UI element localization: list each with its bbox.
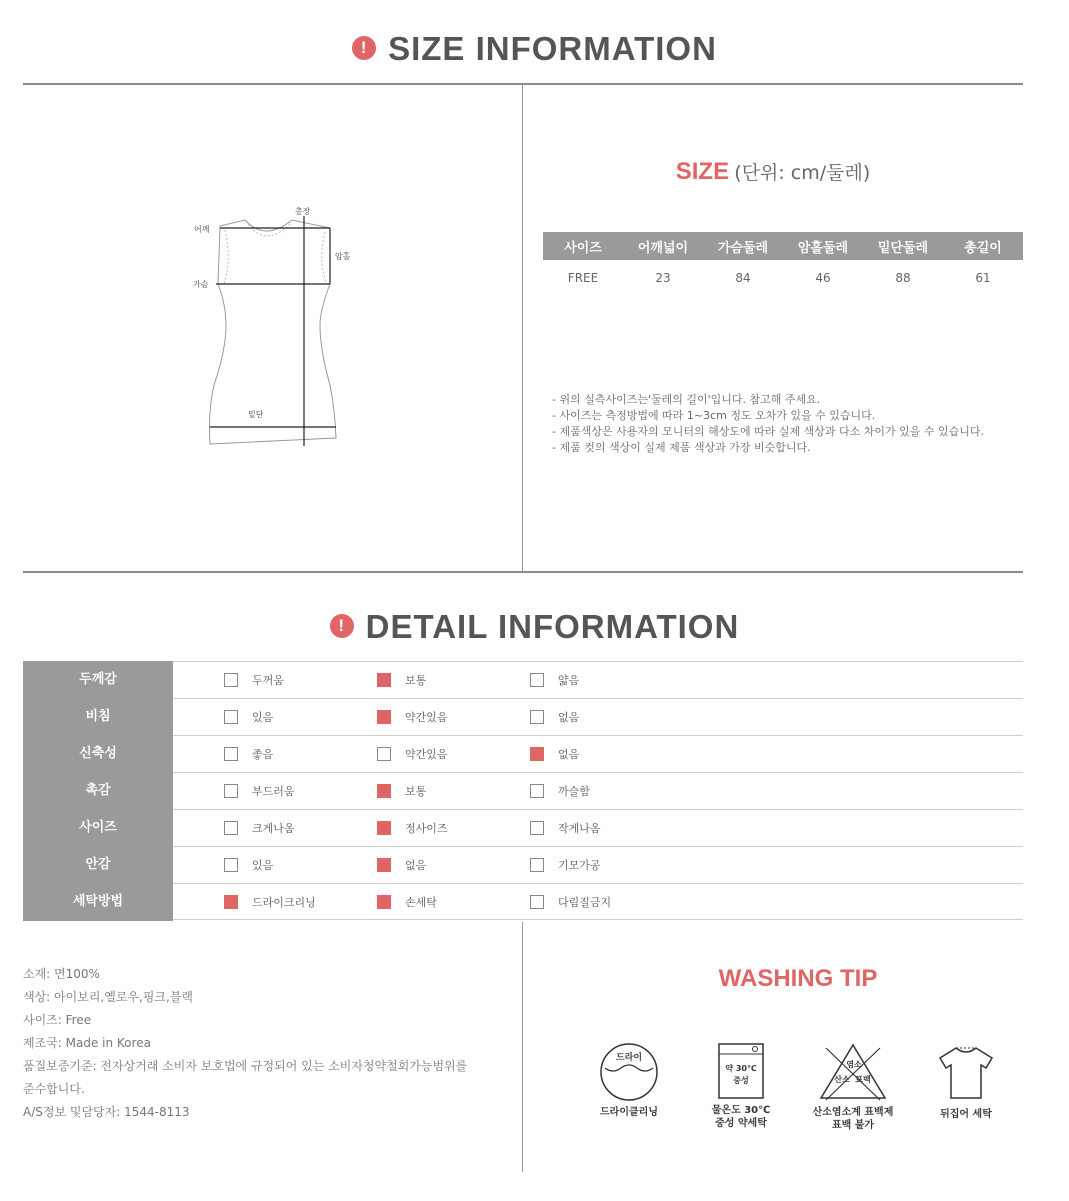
note-item: - 사이즈는 측정방법에 따라 1~3cm 정도 오차가 있을 수 있습니다. [552,409,876,422]
checkbox [224,858,238,872]
detail-row-label: 세탁방법 [23,883,173,921]
detail-option-label: 다림질금지 [558,896,612,909]
detail-option [224,895,316,911]
checked-checkbox [377,858,391,872]
no-bleach-icon [818,1042,888,1102]
wash-30 [691,1042,791,1130]
checkbox [530,821,544,835]
vertical-divider [522,922,523,1172]
detail-option-label: 없음 [558,748,580,761]
detail-option [224,821,295,837]
size-header-cell: 가슴둘레 [703,232,783,260]
size-cell: 84 [735,271,751,285]
wash-temp-text: 약 30℃ [725,1064,757,1073]
checkbox [224,784,238,798]
alert-icon: ! [352,36,376,60]
checked-checkbox [377,821,391,835]
detail-row [23,809,1023,846]
checked-checkbox [377,784,391,798]
detail-option-label: 부드러움 [252,785,295,798]
detail-option-label: 까슬함 [558,785,590,798]
detail-option [530,784,590,800]
garment-diagram [180,200,360,460]
detail-option-label: 보통 [405,785,427,798]
no-bleach-text-chlorine: 염소 [846,1060,862,1069]
detail-option [224,710,273,726]
note-item: - 제품 컷의 색상이 실제 제품 색상과 가장 비슷합니다. [552,441,811,454]
detail-option-label: 두꺼움 [252,674,284,687]
detail-row [23,846,1023,883]
table-row [543,260,1023,296]
wash-caption: 드라이클리닝 [600,1107,658,1118]
wash-dry-clean [579,1042,679,1119]
detail-option [224,673,284,689]
detail-table [23,661,1023,920]
info-line: 사이즈: Free [23,1013,92,1027]
note-item: - 위의 실측사이즈는'둘레의 길이'입니다. 참고해 주세요. [552,393,821,406]
wash-caption: 뒤집어 세탁 [940,1109,992,1120]
size-section-title [0,30,1069,68]
size-heading-big: SIZE [675,158,730,185]
detail-row-label: 촉감 [23,772,173,810]
size-header-cell: 밑단둘레 [863,232,943,260]
detail-option [224,858,273,874]
label-hem: 밑단 [248,410,264,419]
detail-row [23,735,1023,772]
size-cell: FREE [567,271,599,285]
detail-option [377,710,448,726]
detail-option [530,710,579,726]
detail-row [23,772,1023,809]
no-bleach-text-bleach: 표백 [855,1075,871,1084]
detail-option-label: 드라이크리닝 [252,896,316,909]
info-line: 제조국: Made in Korea [23,1036,151,1050]
checked-checkbox [377,895,391,909]
checked-checkbox [224,895,238,909]
detail-title-text: DETAIL INFORMATION [365,608,740,645]
info-line: 준수합니다. [23,1082,85,1096]
washing-title: WASHING TIP [718,965,878,992]
checked-checkbox [530,747,544,761]
detail-option-label: 약간있음 [405,711,448,724]
detail-option [530,747,579,763]
detail-option [377,784,426,800]
detail-option [530,858,601,874]
size-cell: 23 [655,271,671,285]
dry-clean-symbol-text: 드라이 [615,1053,643,1063]
note-item: - 제품색상은 사용자의 모니터의 해상도에 따라 실제 색상과 다소 차이가 있을 수 있습니다. [552,425,984,438]
detail-option-label: 기모가공 [558,859,601,872]
detail-row [23,661,1023,698]
detail-option [224,747,273,763]
wash-no-bleach [803,1042,903,1132]
detail-row-label: 신축성 [23,735,173,773]
size-header-cell: 어깨넓이 [623,232,703,260]
detail-option [377,895,437,911]
detail-row-label: 두께감 [23,661,173,699]
checkbox [530,784,544,798]
wash-caption: 중성 약세탁 [715,1118,767,1129]
detail-row-label: 안감 [23,846,173,884]
detail-option [530,821,601,837]
detail-row [23,883,1023,920]
wash-caption: 산소염소계 표백제 [812,1107,894,1118]
divider [23,571,1023,573]
detail-option [377,858,426,874]
detail-option-label: 없음 [558,711,580,724]
dress-outline-icon [180,200,360,460]
label-armhole: 암홀 [335,252,351,261]
product-info [23,963,518,1124]
checked-checkbox [377,710,391,724]
detail-option-label: 있음 [252,711,274,724]
size-heading [523,158,1023,186]
detail-option-label: 약간있음 [405,748,448,761]
checkbox [530,858,544,872]
detail-option-label: 있음 [252,859,274,872]
checkbox [377,747,391,761]
info-line: 품질보증기준: 전자상거래 소비자 보호법에 규정되어 있는 소비자청약철회가능범위를 [23,1059,468,1073]
checkbox [224,710,238,724]
detail-option [224,784,295,800]
checkbox [224,821,238,835]
detail-option-label: 손세탁 [405,896,437,909]
wash-caption: 물온도 30℃ [711,1105,771,1116]
label-total-length: 총장 [295,207,311,216]
size-header-cell: 총길이 [943,232,1023,260]
checkbox [530,673,544,687]
alert-icon: ! [330,614,354,638]
detail-option [377,821,448,837]
detail-option-label: 얇음 [558,674,580,687]
label-shoulder: 어깨 [194,225,210,234]
info-line: 색상: 아이보리,옐로우,핑크,블랙 [23,990,193,1004]
size-table [543,232,1023,296]
size-notes [552,392,984,456]
detail-option [377,747,448,763]
detail-option [530,895,611,911]
detail-option-label: 작게나옴 [558,822,601,835]
detail-option-label: 없음 [405,859,427,872]
detail-option-label: 좋음 [252,748,274,761]
divider [23,83,1023,85]
wash-inside-out [916,1042,1016,1121]
checkbox [224,747,238,761]
detail-row [23,698,1023,735]
no-bleach-text-oxygen: 산소 [834,1075,850,1084]
detail-option [530,673,579,689]
wash-caption: 표백 불가 [831,1120,875,1131]
size-heading-unit: (단위: cm/둘레) [734,162,871,184]
size-cell: 88 [895,271,911,285]
detail-section-title [0,608,1069,646]
size-cell: 61 [975,271,991,285]
size-cell: 46 [815,271,831,285]
dry-clean-icon [599,1042,659,1102]
detail-row-label: 사이즈 [23,809,173,847]
label-chest: 가슴 [193,280,209,289]
detail-option-label: 정사이즈 [405,822,448,835]
info-line: 소재: 면100% [23,967,100,981]
detail-row-label: 비침 [23,698,173,736]
checkbox [224,673,238,687]
detail-option-label: 크게나옴 [252,822,295,835]
size-header-cell: 사이즈 [543,232,623,260]
wash-neutral-text: 중성 [733,1076,749,1085]
wash-30-icon [717,1042,765,1100]
checked-checkbox [377,673,391,687]
info-line: A/S정보 및담당자: 1544-8113 [23,1105,190,1119]
size-title-text: SIZE INFORMATION [388,30,717,67]
size-table-header [543,232,1023,260]
checkbox [530,710,544,724]
inside-out-icon [936,1042,996,1104]
checkbox [530,895,544,909]
detail-option [377,673,426,689]
size-header-cell: 암홀둘레 [783,232,863,260]
detail-option-label: 보통 [405,674,427,687]
